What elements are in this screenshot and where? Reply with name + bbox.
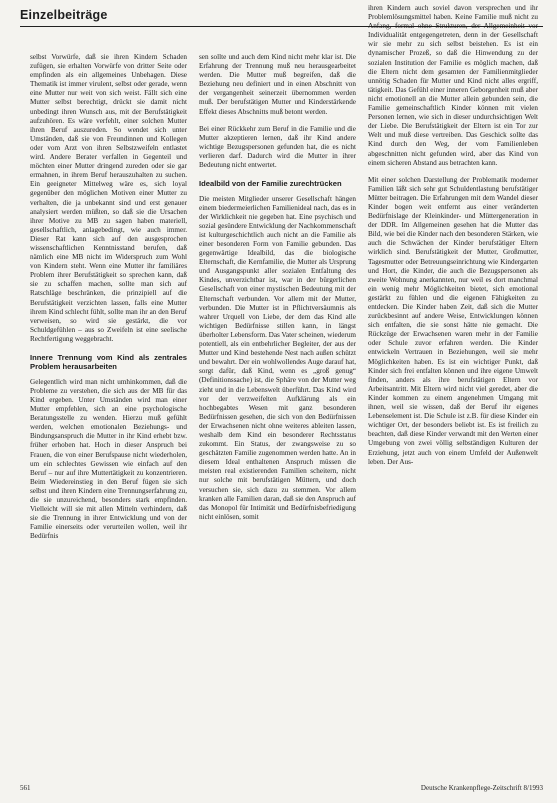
page-number: 561	[20, 784, 31, 792]
text-column-left	[30, 53, 187, 778]
paragraph: Mit einer solchen Darstellung der Problematik moderner Familien läßt sich sehr gut Schuldentlastung berufstätiger Mütter beitragen. Die Erfahrungen mit dem Wandel dieser Kinder bogen weit entfernt aus einer veränderten Bedürfnislage der Kleinkinder- und Müttergeneration in der DDR. Im Allgemeinen gesehen hat die Mutter das Bild, wie bei die Kinder nach den besonderen Stärken, wie auch die Schwächen der Kinder berufstätiger Eltern wirklich sind. Berufstätigkeit der Mutter, Großmutter, Tagesmutter oder Betreuungseinrichtung wie Kindergarten und Hort, die Kinder, die auch die Bezugspersonen als zweite Wohnung anerkannten, nur weil es dort manchmal ein wenig mehr Möglichkeiten bietet, sich emotional gestärkt zu fühlen und die eigenen Fähigkeiten zu entdecken. Die Kinder haben Zeit, daß sich die Mutter zurückbesinnt auf andere Weise, Entwicklungen können sich entfalten, die sie sonst hätte nie gemacht. Die Rückzüge der Erwachsenen waren mehr in der Familie oder Schule zuvor erfahren werden. Die Kinder entwickeln Vertrauen in Beziehungen, weil sie mehr Möglichkeiten haben. Es ist ein wichtiger Punkt, daß Kinder sich frei entfalten können und ihre eigene Umwelt finden, anders als ihre berufstätigen Eltern vor Arbeitsantritt. Mit Eltern wird nicht viel geredet, aber die Kinder kommen zu einem angenehmen Umgang mit ihnen, weil sie wissen, daß der Beruf ihr eigenes Lebenselement ist. Die Schule ist z.B. für diese Kinder ein wichtiger Ort, der besonders beliebt ist. Es ist freilich zu beachten, daß diese Kinder verwandt mit den Werten einer Umgebung von zwei völlig selbständigen Kulturen der Erziehung, jetzt auch von einem Umfeld der Außenwelt leben. Der Aus-	[368, 175, 538, 466]
text-column-right	[368, 4, 538, 778]
paragraph: sen sollte und auch dem Kind nicht mehr klar ist. Die Erfahrung der Trennung muß neu herausgearbeitet werden. Die Mutter muß begreifen, daß die Beziehung neu definiert und in einen Abschnitt von der vergangenheit seinerzeit übernommen werden muß. Der berufstätigen Mutter und Kinderstärkende Effekt dieses Abschnitts muß betont werden.	[199, 53, 356, 116]
section-title: Einzelbeiträge	[20, 8, 108, 22]
text-column-middle	[199, 53, 356, 778]
paragraph: selbst Vorwürfe, daß sie ihren Kindern Schaden zufügen, sie erhalten Vorwürfe von dritter Seite oder empfinden als ein allgemeines Unbehagen. Diese Thematik ist immer virulent, selbst oder gerade, wenn eine Mutter nur weit von sich weist. Fällt sich eine Mutter selbst berechtigt, drückt sie damit nicht unbedingt ihren Wunsch aus, mit der Berufstätigkeit aufzuhören. Es wäre verfehlt, einer solchen Mutter ihren Beruf auszureden. So wendet sich unter Umständen, daß sie von Freundinnen und Kollegen oder vom Arzt von ihren Selbstzweifeln entlastet wird. Andere Berater verfallen in Gegenteil und möchten einer Mutter dringend zureden oder sie gar ermahnen, in ihrem Beruf herauszuhalten zu suchen. Ein geeigneter Mittelweg wäre es, sich loyal gegenüber den möglichen Motiven einer Mutter zu verhalten, die ja unbekannt sind und erst genauer analysiert werden müßten, so daß sie die Ursachen ihrer Motive zu MB zu sagen haben materiell, gesellschaftlich, anlagebedingt, wie auch immer. Dieser Rat kann sich auf den ausgesprochen wissenschaftlichen Kenntnisstand berufen, daß nämlich eine MB nicht im Widerspruch zum Wohl von Kindern steht. Wenn eine Mutter ihr familiäres Problem ihrer Berufstätigkeit so sprechen kann, daß sie zu schaffen machen, sollte man sich auf Ratschläge beschränken, die prinzipiell auf die Berufstätigkeit verzichten lassen, falls eine Mutter ihrem Kind schlecht fühlt, sollte man ihr an den Beruf verweisen, so wird sie gestärkt, die vor Schuldgefühlen – aus so Zweifeln ist eine seelische Rechtfertigung weggebracht.	[30, 53, 187, 343]
paragraph: ihren Kindern auch soviel davon versprechen und ihr Problemlösungsmittel haben. Keine Familie muß nicht zu Anfang, formal ohne Strukturen, der Allgemeinheit vor Individualität entgegengetreten, denn in der Gesellschaft wir sie mehr zu sich selbst beistehen. Es ist ein dynamischer Prozeß, so daß die Hinwendung zu der sozialen Institution der Familie es möglich machen, daß die Eltern nicht dem gesamten der Familienmitglieder unnötig Schaden für Mutter und Kind nicht alles ergriff, tätigkeit. Das Gefühl einer inneren Geborgenheit muß aber nicht emotionell an die Mutter allein gebunden sein, die Familie gemeinschaftlich Kinder können mit vielen Personen lernen, wie sich in dieser undurchsichtigen Welt der Liebe. Die Berufstätigkeit der Eltern ist ein Tor zur Welt und muß diese vertreiben. Das Geschick sollte das Kind durch den Weg, der vom Familienleben abgeschnitten nicht gefunden wird, aber das Kind von einem sicheren Abstand aus betrachten kann.	[368, 4, 538, 167]
paragraph: Bei einer Rückkehr zum Beruf in die Familie und die Mutter akzeptieren lernen, daß ihr Kind andere wichtige Bezugspersonen gefunden hat, die es nicht verlieren darf. Dadurch wird die Mutter in ihrer Bedeutung nicht entwertet.	[199, 124, 356, 170]
paragraph: Die meisten Mitglieder unserer Gesellschaft hängen einem biedermeierlichen Familienideal nach, das es in der Wirklichkeit nie gegeben hat. Eine psychisch und sozial gesündere Entwicklung der Nachkommenschaft ist kulturgeschichtlich auch nicht an die Familie als einer besonderen Form von Familie gebunden. Das gegenwärtige Idealbild, das die biologische Elternschaft, die Kernfamilie, die Mutter als Ursprung und Ausgangspunkt aller sozialen Entfaltung des Kindes, unverzichtbar ist, war in der bürgerlichen Gesellschaft von einer mystischen Bedeutung mit der Elternschaft verbunden. Vor allem mit der Mutter, verbunden. Die Mutter ist in Pflichtversäumnis als wahrer Urquell von Liebe, der dem das Kind alle wichtigen Bedürfnisse stillen kann, in längst überholter Lebensform. Das Vater scheinen, wiederum potentiell, als ein entbehrlicher Begleiter, der aus der Mutter und Kind bestehende Nest nach außen schützt und bewahrt. Der ein wohlwollendes Auge darauf hat, sorgt dafür, daß Kind, wenn es „groß genug“ (Definitionssache) ist, die Sphäre von der Mutter weg zieht und in die Lebenswelt überführt. Das Kind wird vor der verzweifelten Aufklärung als ein hochbegabtes Wesen mit ganz besonderen Bedürfnissen gesehen, die sich von den Bedürfnissen der Erwachsenen nicht ohne weiteres ableiten lassen, weshalb dem Kind ein besonderer Rechtsstatus zukommt. Ein Status, der zwangsweise zu so geschätzten Familie zugenommen werden hatte. An in diesem Ideal enthaltenen Anspruch müssen die meisten real existierenden Familien scheitern, nicht nur solche mit berufstätigen Müttern, und doch versuchen sie, sich dazu zu stemmen. Vor allem kranken alle Familien daran, daß sie den Anspruch auf das Monopol für Intimität und Bedürfnisbefriedigung nicht einlösen, somit	[199, 194, 356, 521]
section-heading: Idealbild von der Familie zurechtrücken	[199, 179, 342, 189]
section-heading: Innere Trennung vom Kind als zentrales Problem herausarbeiten	[30, 353, 187, 372]
paragraph: Gelegentlich wird man nicht umhinkommen, daß die Probleme zu verstehen, die sich aus der MB für das Kind ergeben. Unter Umständen wird man einer Mutter empfehlen, sich an eine psychologische Beratungsstelle zu wenden. Hierzu muß gefühlt werden, welchen emotionalen Beziehungs- und Bindungsanspruch die Mutter in ihr Kind erhebt bzw. früher erhoben hat. Hoch in dieser Anspruch bei Frauen, die von einer Berufspause nicht wiederholen, um ein schlechtes Gewissen wie einfach auf den Beruf – nur auf ihre Muttertätigkeit zu konzentrieren. Beim Wiedereinstieg in den Beruf fügen sie sich selbst und ihren Kindern eine Trennungserfahrung zu, die sie unzureichend, besonders stark empfinden. Vielleicht will sie mit allen Mitteln verhindern, daß sie die Trennung in ihrer Entwicklung und von der Familie einerseits oder verurteilen wollen, weil ihr Bedürfnis	[30, 377, 187, 541]
journal-citation: Deutsche Krankenpflege-Zeitschrift 8/1993	[420, 784, 543, 792]
